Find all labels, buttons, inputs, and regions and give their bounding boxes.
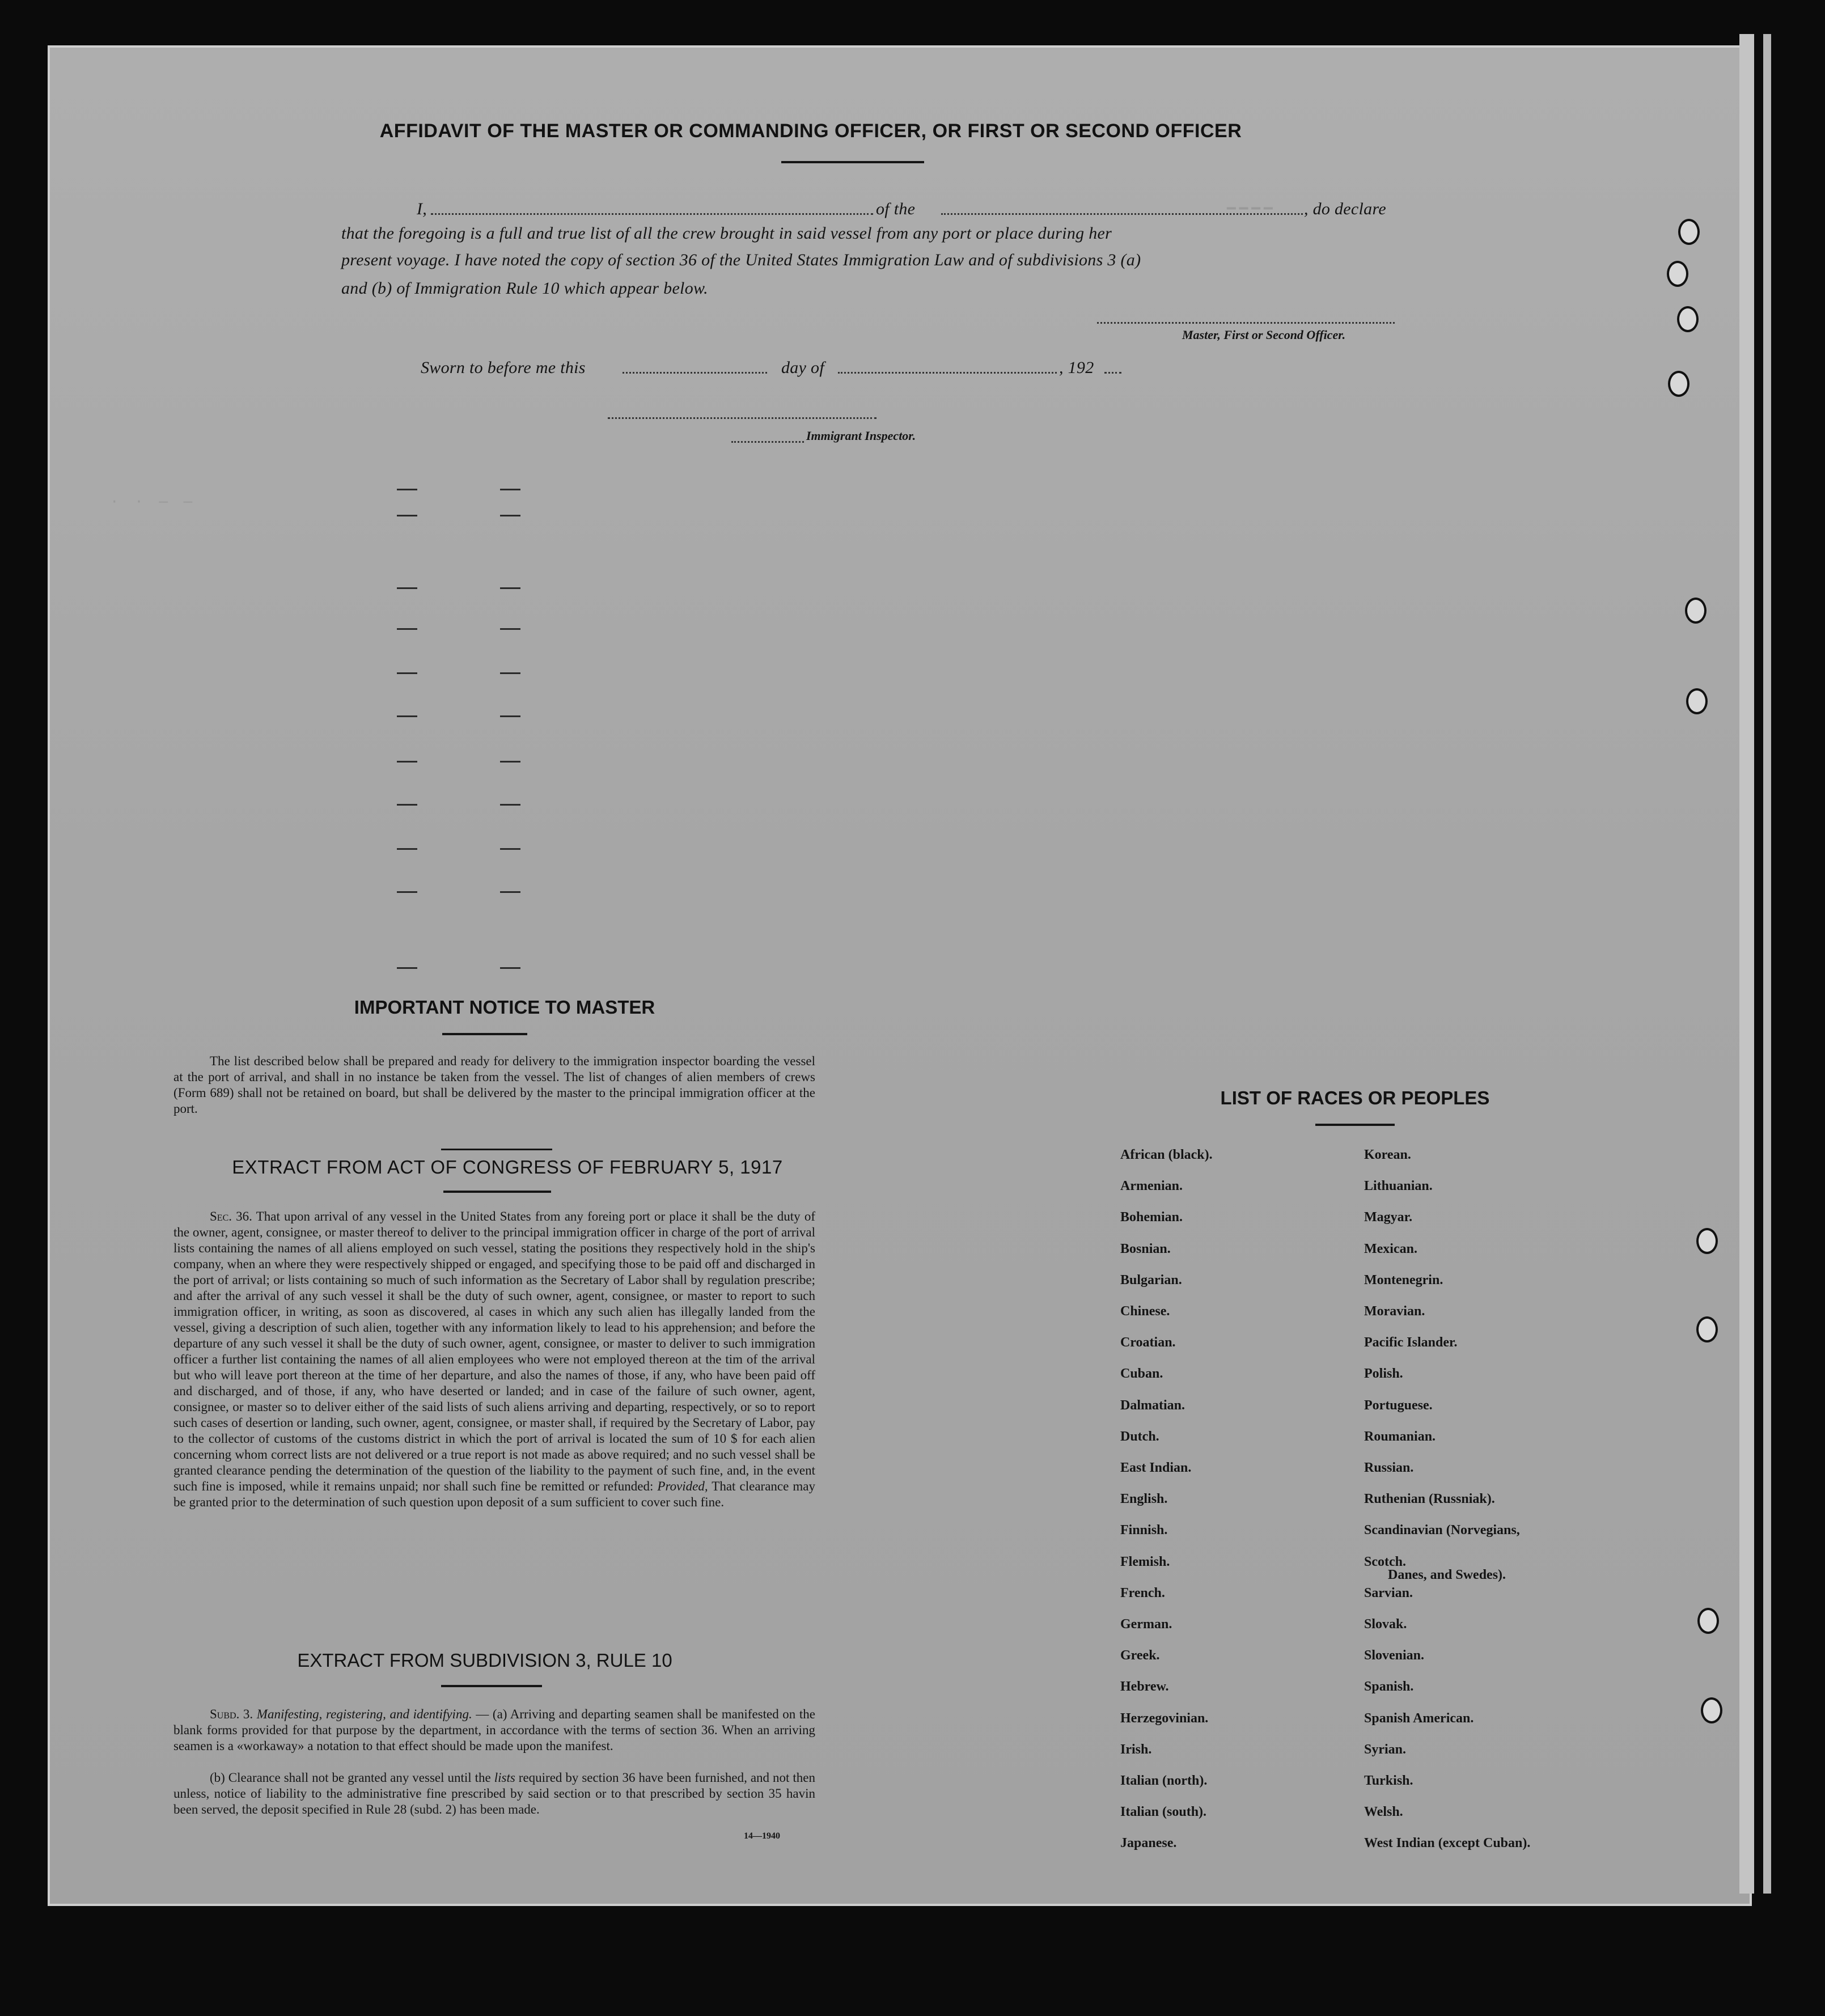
race-item: East Indian. — [1120, 1460, 1192, 1475]
act-rule — [443, 1191, 551, 1193]
row-dash — [397, 489, 417, 490]
race-item: English. — [1120, 1492, 1168, 1507]
section-rule — [441, 1149, 552, 1150]
row-dash — [397, 804, 417, 806]
race-item: Moravian. — [1364, 1304, 1425, 1319]
subd-part-b-text-1: (b) Clearance shall not be granted any vessel until the — [210, 1771, 491, 1785]
races-rule — [1315, 1124, 1395, 1126]
subd-label: Subd. 3. — [210, 1707, 253, 1721]
race-item: Cuban. — [1120, 1366, 1163, 1382]
race-item: Polish. — [1364, 1366, 1403, 1382]
notice-rule — [442, 1033, 527, 1035]
race-item: Chinese. — [1120, 1304, 1170, 1319]
sworn-day-of-label: day of — [781, 358, 824, 377]
notice-title: IMPORTANT NOTICE TO MASTER — [354, 997, 655, 1018]
race-item: Turkish. — [1364, 1773, 1413, 1788]
race-item: West Indian (except Cuban). — [1364, 1836, 1531, 1851]
race-item: Japanese. — [1120, 1836, 1177, 1851]
master-signature-line — [1097, 322, 1395, 324]
act-title: EXTRACT FROM ACT OF CONGRESS OF FEBRUARY 5, 1917 — [232, 1157, 783, 1178]
race-scandinavian-continued: Danes, and Swedes). — [1388, 1568, 1506, 1582]
affidavit-line-3: present voyage. I have noted the copy of section 36 of the United States Immigration Law and of subdivisions 3 (a) — [341, 251, 1141, 269]
rule-part-a — [173, 1706, 815, 1754]
binder-hole-mark — [1696, 1228, 1718, 1254]
race-item: Slovak. — [1364, 1617, 1407, 1632]
affidavit-declare-label: , do declare — [1304, 200, 1386, 218]
section-36-text: That upon arrival of any vessel in the United States from any foreing port or place it shall be the duty of the owner, agent, consignee, or master thereof to deliver to the principal immigration officer in charge of the port of arrival lists containing the names of all aliens employed on such vessel, stating the positions they respectively hold in the ship's company, when an where they were respectively shipped or engaged, and specifying those to be paid off and discharged in the port of arrival; or lists containing so much of such information as the Secretary of Labor shall by regulation prescribe; and after the arrival of any such vessel it shall be the duty of such owner, agent, consignee, or master to report to such immigration officer, in writing, as soon as discovered, al cases in which any such alien has illegally landed from the vessel, giving a description of such alien, together with any information likely to lead to his apprehension; and before the departure of any such vessel it shall be the duty of such owner, agent, consignee, or master to deliver to such immigration officer a further list containing the names of all alien employees who were not employed thereon at the tim of the arrival but who will leave port thereon at the time of her departure, and also the names of those, if any, who have been paid off and discharged, and of those, if any, who have deserted or landed; and in case of the failure of such owner, agent, consignee, or master so to deliver either of the said lists of such aliens arriving and departing, respectively, or so to report such cases of desertion or landing, such owner, agent, consignee, or master shall, if required by the Secretary of Labor, pay to the collector of customs of the customs district in which the port of arrival is located the sum of 10 $ for each alien concerning whom correct lists are not delivered or a true report is not made as above required; and no such vessel shall be granted clearance pending the determination of the question of the liability to the payment of such fine, and, in the event such fine is imposed, while it remains unpaid; nor shall such fine be remitted or refunded: — [173, 1209, 815, 1493]
race-item: Armenian. — [1120, 1179, 1183, 1194]
race-item: Flemish. — [1120, 1554, 1170, 1569]
row-dash — [397, 715, 417, 717]
binder-hole-mark — [1668, 371, 1689, 397]
bleed-through-mark: · · — — — [110, 493, 196, 510]
race-item: African (black). — [1120, 1147, 1213, 1162]
race-item: Montenegrin. — [1364, 1272, 1443, 1287]
subd-part-b-text-2: required by section 36 have been furnished, and not then unless, notice of liability to the administrative fine prescribed by said section or to that prescribed by section 35 havin been served, the deposit specified in Rule 28 (subd. 2) has been made. — [173, 1771, 815, 1816]
title-rule — [781, 161, 924, 163]
row-dash — [500, 515, 520, 516]
row-dash — [397, 515, 417, 516]
inspector-dots — [731, 441, 804, 443]
race-item: Dutch. — [1120, 1429, 1159, 1444]
sworn-day-blank — [623, 372, 767, 374]
race-item: Spanish American. — [1364, 1710, 1474, 1726]
binder-hole-mark — [1667, 261, 1688, 287]
row-dash — [397, 967, 417, 969]
race-item: Greek. — [1120, 1648, 1160, 1663]
proviso-text: That clearance may be granted prior to the determination of such question upon deposit of a sum sufficient to cover such fine. — [173, 1479, 815, 1509]
race-item: Italian (south). — [1120, 1805, 1207, 1820]
document-page — [48, 45, 1752, 1906]
race-item: Bosnian. — [1120, 1241, 1171, 1256]
row-dash — [397, 628, 417, 630]
race-item: Croatian. — [1120, 1335, 1176, 1350]
inspector-label: Immigrant Inspector. — [806, 429, 916, 443]
race-item: Portuguese. — [1364, 1397, 1433, 1413]
row-dash — [500, 891, 520, 893]
race-item: Syrian. — [1364, 1742, 1407, 1757]
race-item: Scotch. — [1364, 1554, 1406, 1569]
form-number: 14—1940 — [744, 1831, 780, 1841]
inspector-signature-line — [608, 417, 876, 419]
row-dash — [500, 804, 520, 806]
notice-body: The list described below shall be prepared and ready for delivery to the immigration inspector boarding the vessel at the port of arrival, and shall in no instance be taken from the vessel. The list of changes of alien members of crews (Form 689) shall not be retained on board, but shall be delivered by the master to the principal immigration officer at the port. — [173, 1054, 815, 1116]
race-item: Pacific Islander. — [1364, 1335, 1458, 1350]
affidavit-of-label: of the — [876, 200, 916, 218]
race-item: French. — [1120, 1585, 1165, 1600]
sworn-year-label: , 192 — [1059, 358, 1094, 377]
race-item: Mexican. — [1364, 1241, 1417, 1256]
row-dash — [397, 848, 417, 850]
row-dash — [397, 587, 417, 589]
sworn-year-blank — [1104, 372, 1121, 374]
row-dash — [500, 715, 520, 717]
binder-hole-mark — [1701, 1697, 1722, 1723]
name-blank-line — [431, 213, 873, 215]
row-dash — [500, 761, 520, 763]
subd-part-a-text: — (a) Arriving and departing seamen shall be manifested on the blank forms provided for that purpose by the department, in accordance with the terms of section 36. When an arriving seamen is a «workaway» a notation to that effect should be made upon the manifest. — [173, 1707, 816, 1753]
row-dash — [500, 848, 520, 850]
section-label: Sec. 36. — [210, 1209, 252, 1223]
race-item: Bohemian. — [1120, 1210, 1183, 1225]
race-item: Irish. — [1120, 1742, 1152, 1757]
rule-rule — [441, 1685, 542, 1687]
binder-hole-mark — [1686, 688, 1708, 714]
sworn-label: Sworn to before me this — [421, 358, 586, 377]
affidavit-line-4: and (b) of Immigration Rule 10 which appear below. — [341, 279, 708, 298]
page-edge — [1763, 34, 1771, 1894]
bleed-through-mark: ▁▁▁▁ — [1227, 193, 1276, 210]
rule-part-b — [173, 1770, 815, 1818]
row-dash — [397, 891, 417, 893]
race-item: Slovenian. — [1364, 1648, 1425, 1663]
race-item: Finnish. — [1120, 1523, 1168, 1538]
race-item: Sarvian. — [1364, 1585, 1413, 1600]
affidavit-name-label: I, — [417, 200, 427, 218]
row-dash — [500, 628, 520, 630]
race-item: Russian. — [1364, 1460, 1414, 1475]
race-item: Roumanian. — [1364, 1429, 1436, 1444]
binder-hole-mark — [1678, 219, 1700, 245]
race-item: Ruthenian (Russniak). — [1364, 1492, 1495, 1507]
race-item: Bulgarian. — [1120, 1272, 1182, 1287]
binder-hole-mark — [1677, 306, 1699, 332]
row-dash — [500, 967, 520, 969]
race-item: Scandinavian (Norvegians, — [1364, 1523, 1520, 1538]
row-dash — [500, 587, 520, 589]
master-signature-label: Master, First or Second Officer. — [1182, 328, 1346, 342]
subd-title: Manifesting, registering, and identifying. — [256, 1707, 472, 1721]
race-item: Korean. — [1364, 1147, 1411, 1162]
race-item: Hebrew. — [1120, 1679, 1169, 1695]
race-item: German. — [1120, 1617, 1172, 1632]
row-dash — [500, 672, 520, 674]
race-item: Spanish. — [1364, 1679, 1414, 1695]
sworn-month-blank — [838, 372, 1057, 374]
affidavit-title: AFFIDAVIT OF THE MASTER OR COMMANDING OFFICER, OR FIRST OR SECOND OFFICER — [379, 120, 1242, 142]
race-item: Magyar. — [1364, 1210, 1413, 1225]
binder-hole-mark — [1697, 1608, 1719, 1634]
race-item: Lithuanian. — [1364, 1179, 1433, 1194]
row-dash — [500, 489, 520, 490]
vessel-blank-line — [941, 213, 1303, 215]
affidavit-line-2: that the foregoing is a full and true list of all the crew brought in said vessel from any port or place during her — [341, 224, 1112, 243]
binder-hole-mark — [1696, 1316, 1718, 1342]
page-edge — [1739, 34, 1754, 1894]
row-dash — [397, 672, 417, 674]
binder-hole-mark — [1685, 598, 1707, 624]
race-item: Herzegovinian. — [1120, 1710, 1209, 1726]
row-dash — [397, 761, 417, 763]
act-body — [173, 1209, 815, 1510]
race-item: Dalmatian. — [1120, 1397, 1185, 1413]
race-item: Italian (north). — [1120, 1773, 1208, 1788]
race-item: Welsh. — [1364, 1805, 1403, 1820]
races-title: LIST OF RACES OR PEOPLES — [1220, 1087, 1490, 1108]
proviso-label: Provided, — [657, 1479, 708, 1493]
subd-part-b-lists: lists — [494, 1771, 515, 1785]
rule-title: EXTRACT FROM SUBDIVISION 3, RULE 10 — [297, 1650, 672, 1671]
